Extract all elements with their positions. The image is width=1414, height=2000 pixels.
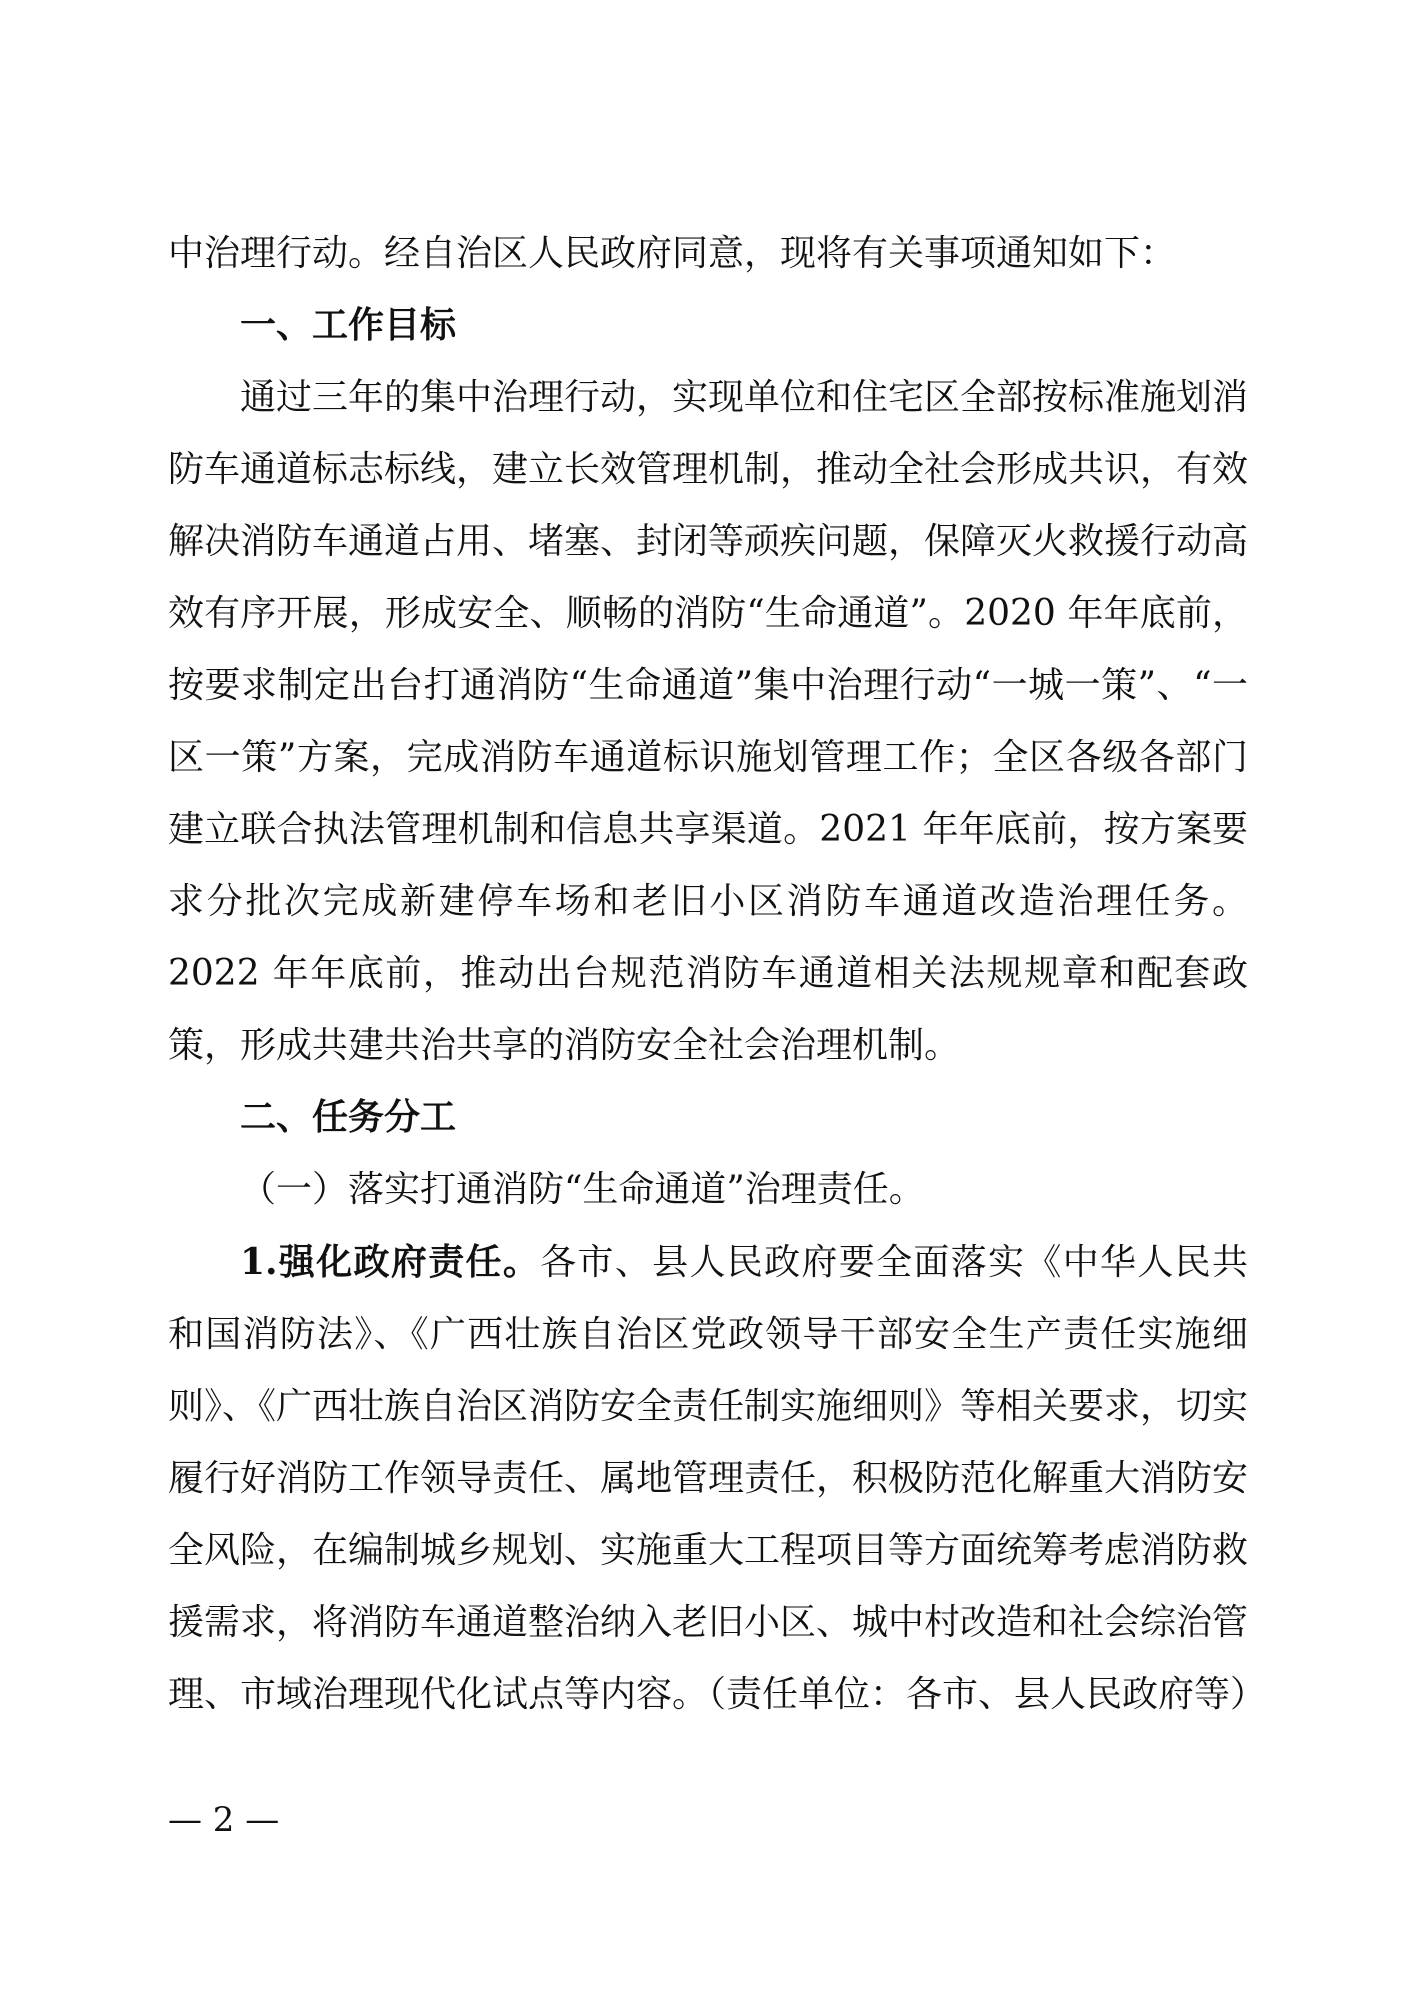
page-number: — 2 — — [168, 1800, 280, 1840]
subsection-heading-responsibility: （一）落实打通消防“生命通道”治理责任。 — [240, 1169, 925, 1210]
paragraph-continuation: 中治理行动。经自治区人民政府同意，现将有关事项通知如下： — [168, 233, 1177, 274]
section-heading-task-division: 二、任务分工 — [240, 1097, 457, 1138]
document-body — [168, 218, 1267, 1731]
section-body-work-goals: 通过三年的集中治理行动，实现单位和住宅区全部按标准施划消防车通道标志标线，建立长效管理机制，推动全社会形成共识，有效解决消防车通道占用、堵塞、封闭等顽疾问题，保障灭火救援行动高效有序开展，形成安全、顺畅的消防“生命通道”。2020 年年底前，按要求制定出台打通消防“生命通道”集中治理行动“一城一策”、“一区一策”方案，完成消防车通道标识施划管理工作；全区各级各部门建立联合执法管理机制和信息共享渠道。2021 年年底前，按方案要求分批次完成新建停车场和老旧小区消防车通道改造治理任务。2022 年年底前，推动出台规范消防车通道相关法规规章和配套政策，形成共建共治共享的消防安全社会治理机制。 — [168, 377, 1249, 1066]
item-body-text: 各市、县人民政府要全面落实《中华人民共和国消防法》、《广西壮族自治区党政领导干部安全生产责任实施细则》、《广西壮族自治区消防安全责任制实施细则》等相关要求，切实履行好消防工作领导责任、属地管理责任，积极防范化解重大消防安全风险，在编制城乡规划、实施重大工程项目等方面统筹考虑消防救援需求，将消防车通道整治纳入老旧小区、城中村改造和社会综治管理、市域治理现代化试点等内容。（责任单位：各市、县人民政府等） — [168, 1242, 1267, 1715]
item-lead-text: 1.强化政府责任。 — [240, 1241, 541, 1283]
section-heading-work-goals: 一、工作目标 — [240, 305, 457, 346]
item-government-responsibility — [168, 1226, 1267, 1731]
